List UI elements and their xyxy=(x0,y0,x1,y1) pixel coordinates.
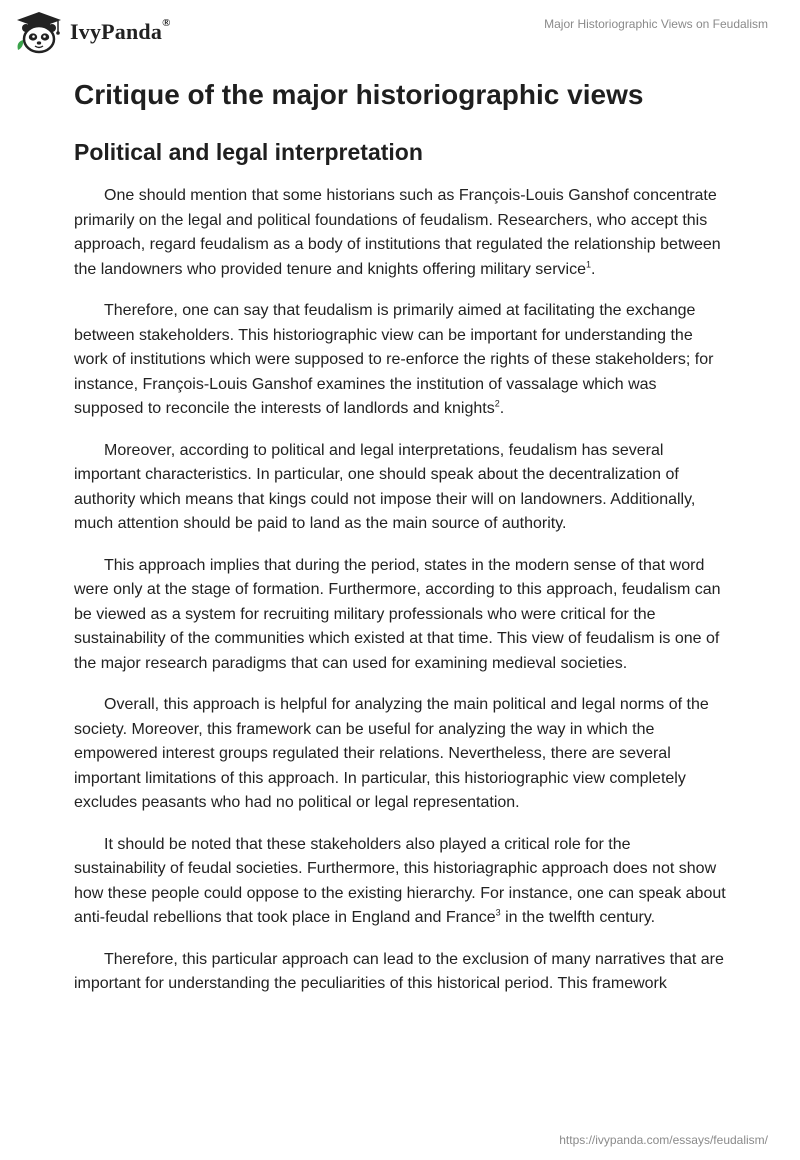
footnote-ref[interactable]: 3 xyxy=(495,907,501,918)
document-title: Major Historiographic Views on Feudalism xyxy=(544,17,768,31)
registered-mark: ® xyxy=(162,17,171,29)
page-header xyxy=(0,0,800,66)
paragraph: Moreover, according to political and legal interpretations, feudalism has several important characteristics. In particular, one should speak about the decentralization of authority which means that kings could not impose their will on landowners. Additionally, much attention should be paid to land as the main source of authority. xyxy=(74,441,696,532)
section-heading: Political and legal interpretation xyxy=(74,139,423,165)
paragraph: Therefore, this particular approach can lead to the exclusion of many narratives that are important for understanding the peculiarities of this historical period. This framework xyxy=(74,950,724,992)
source-url[interactable]: https://ivypanda.com/essays/feudalism/ xyxy=(559,1133,768,1147)
paragraph: This approach implies that during the period, states in the modern sense of that word were only at the stage of formation. Furthermore, according to this approach, feudalism can be viewed as a system for recruiting military professionals who were critical for the sustainability of the communities which existed at that time. This view of feudalism is one of the major research paradigms that can used for examining medieval societies. xyxy=(74,556,721,672)
page-title: Critique of the major historiographic views xyxy=(74,79,644,110)
article-body xyxy=(74,70,726,1014)
paragraph: Overall, this approach is helpful for analyzing the main political and legal norms of the society. Moreover, this framework can be useful for analyzing the way in which the empowered interest groups regulated their relations. Nevertheless, there are several important limitations of this approach. In particular, this historiographic view completely excludes peasants who had no political or legal representation. xyxy=(74,696,709,811)
paragraph: Therefore, one can say that feudalism is primarily aimed at facilitating the exchange between stakeholders. This historiographic view can be important for understanding the work of institutions which were supposed to re-enforce the rights of these stakeholders; for instance, François-Louis Ganshof examines the institution of vassalage which was supposed to reconcile the interests of landlords and knights$^2$. xyxy=(74,302,714,417)
ivypanda-logo[interactable] xyxy=(14,10,171,54)
paragraph-list xyxy=(74,184,726,997)
panda-graduate-icon xyxy=(14,10,64,54)
footnote-ref[interactable]: 1 xyxy=(585,259,591,270)
footnote-ref[interactable]: 2 xyxy=(494,398,500,409)
paragraph: It should be noted that these stakeholders also played a critical role for the sustainability of feudal societies. Furthermore, this historiagraphic approach does not show how these people could oppose to the existing hierarchy. For instance, one can speak about anti-feudal rebellions that took place in England and France$^3$ in the twelfth century. xyxy=(74,835,726,926)
brand-name: IvyPanda® xyxy=(70,17,171,44)
paragraph: One should mention that some historians such as François-Louis Ganshof concentrate primarily on the legal and political foundations of feudalism. Researchers, who accept this approach, regard feudalism as a body of institutions that regulated the relationship between the landowners who provided tenure and knights offering military service$^1$. xyxy=(74,187,721,278)
